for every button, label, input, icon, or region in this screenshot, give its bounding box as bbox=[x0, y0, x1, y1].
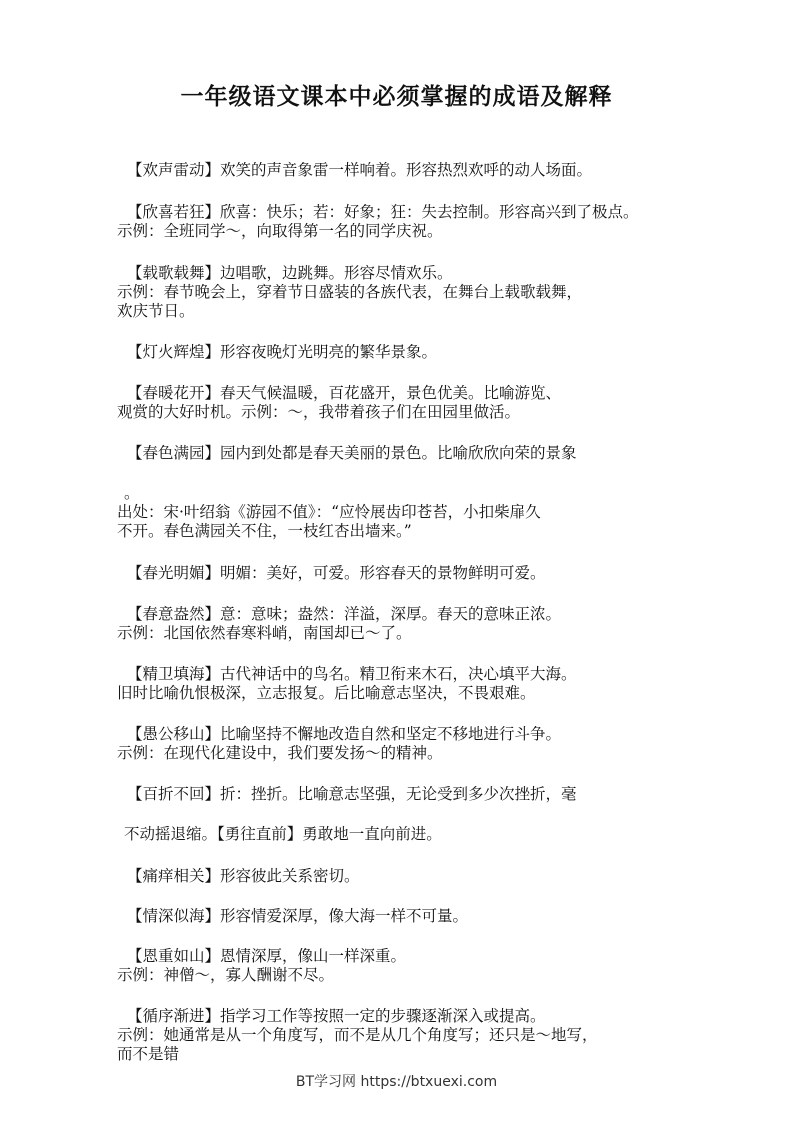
text-line: 【循序渐进】指学习工作等按照一定的步骤逐渐深入或提高。 bbox=[127, 1007, 546, 1025]
text-line: 而不是错 bbox=[117, 1045, 180, 1063]
page-footer: BT学习网 https://btxuexi.com bbox=[295, 1074, 498, 1090]
text-line: 示例：神僧～，寡人酬谢不尽。 bbox=[117, 966, 335, 984]
text-line: 【载歌载舞】边唱歌，边跳舞。形容尽情欢乐。 bbox=[127, 264, 453, 282]
text-line: 不开。春色满园关不住，一枝红杏出墙来。” bbox=[117, 522, 412, 540]
text-line: 示例：在现代化建设中，我们要发扬～的精神。 bbox=[117, 744, 443, 762]
text-line: 示例：北国依然春寒料峭，南国却已～了。 bbox=[117, 624, 412, 642]
page-title: 一年级语文课本中必须掌握的成语及解释 bbox=[180, 84, 613, 110]
text-line: 【春色满园】园内到处都是春天美丽的景色。比喻欣欣向荣的景象 bbox=[127, 444, 577, 462]
text-line: 【百折不回】折：挫折。比喻意志坚强，无论受到多少次挫折，毫 bbox=[127, 785, 577, 803]
text-line: 【恩重如山】恩情深厚，像山一样深重。 bbox=[127, 947, 407, 965]
text-line: 观赏的大好时机。示例：～，我带着孩子们在田园里做活。 bbox=[117, 403, 521, 421]
text-line: 旧时比喻仇恨极深，立志报复。后比喻意志坚决，不畏艰难。 bbox=[117, 684, 536, 702]
text-line: 【欣喜若狂】欣喜：快乐；若：好象；狂：失去控制。形容高兴到了极点。 bbox=[127, 203, 639, 221]
text-line: 【愚公移山】比喻坚持不懈地改造自然和坚定不移地进行斗争。 bbox=[127, 725, 562, 743]
text-line: 【春暖花开】春天气候温暖，百花盛开，景色优美。比喻游览、 bbox=[127, 384, 562, 402]
text-line: 。 bbox=[124, 484, 140, 502]
text-line: 示例：她通常是从一个角度写，而不是从几个角度写；还只是～地写， bbox=[117, 1026, 598, 1044]
text-line: 出处：宋·叶绍翁《游园不值》：“应怜展齿印苍苔，小扣柴扉久 bbox=[117, 503, 541, 521]
text-line: 【精卫填海】古代神话中的鸟名。精卫衔来木石，决心填平大海。 bbox=[127, 665, 577, 683]
text-line: 【欢声雷动】欢笑的声音象雷一样响着。形容热烈欢呼的动人场面。 bbox=[127, 161, 593, 179]
text-line: 不动摇退缩。【勇往直前】勇敢地一直向前进。 bbox=[124, 825, 442, 843]
text-line: 【春意盎然】意：意味；盎然：洋溢，深厚。春天的意味正浓。 bbox=[127, 605, 562, 623]
text-line: 示例：春节晚会上，穿着节日盛装的各族代表，在舞台上载歌载舞， bbox=[117, 283, 583, 301]
text-line: 欢庆节日。 bbox=[117, 302, 195, 320]
text-line: 【春光明媚】明媚：美好，可爱。形容春天的景物鲜明可爱。 bbox=[127, 564, 546, 582]
text-line: 【灯火辉煌】形容夜晚灯光明亮的繁华景象。 bbox=[127, 343, 438, 361]
text-line: 【情深似海】形容情爱深厚，像大海一样不可量。 bbox=[127, 907, 469, 925]
text-line: 示例：全班同学～，向取得第一名的同学庆祝。 bbox=[117, 222, 443, 240]
text-line: 【痛痒相关】形容彼此关系密切。 bbox=[127, 867, 360, 885]
